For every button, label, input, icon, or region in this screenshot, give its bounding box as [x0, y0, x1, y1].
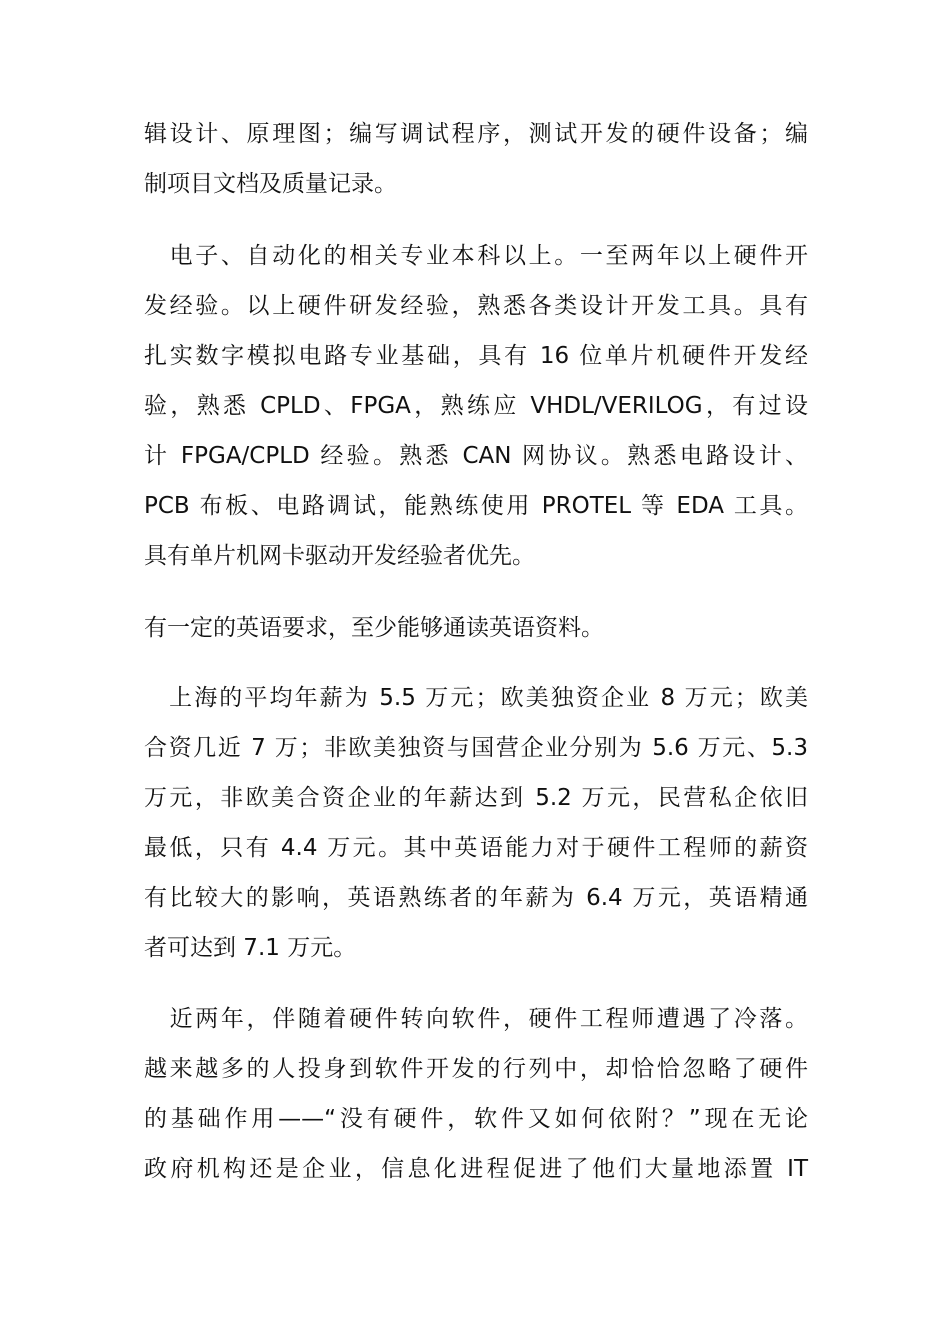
- text-line: 越来越多的人投身到软件开发的行列中，却恰恰忽略了硬件: [144, 1056, 808, 1082]
- text-line: 上海的平均年薪为 5.5 万元；欧美独资企业 8 万元；欧美: [144, 685, 808, 711]
- paragraph-job-duties-end: [144, 109, 808, 209]
- text-line: 有一定的英语要求，至少能够通读英语资料。: [144, 615, 604, 641]
- paragraph-english-requirement: [144, 603, 808, 653]
- paragraph-industry-trend: [144, 994, 808, 1194]
- text-line: 近两年，伴随着硬件转向软件，硬件工程师遭遇了冷落。: [144, 1006, 808, 1032]
- paragraph-requirements: [144, 231, 808, 581]
- text-line: PCB 布板、电路调试，能熟练使用 PROTEL 等 EDA 工具。: [144, 493, 808, 519]
- text-line: 者可达到 7.1 万元。: [144, 935, 357, 961]
- text-line: 计 FPGA/CPLD 经验。熟悉 CAN 网协议。熟悉电路设计、: [144, 443, 808, 469]
- text-line: 万元，非欧美合资企业的年薪达到 5.2 万元，民营私企依旧: [144, 785, 808, 811]
- text-line: 最低，只有 4.4 万元。其中英语能力对于硬件工程师的薪资: [144, 835, 808, 861]
- text-line: 扎实数字模拟电路专业基础，具有 16 位单片机硬件开发经: [144, 343, 808, 369]
- text-line: 合资几近 7 万；非欧美独资与国营企业分别为 5.6 万元、5.3: [144, 735, 808, 761]
- text-line: 辑设计、原理图；编写调试程序，测试开发的硬件设备；编: [144, 121, 808, 147]
- text-line: 具有单片机网卡驱动开发经验者优先。: [144, 543, 535, 569]
- text-line: 电子、自动化的相关专业本科以上。一至两年以上硬件开: [144, 243, 808, 269]
- text-line: 验，熟悉 CPLD、FPGA，熟练应 VHDL/VERILOG，有过设: [144, 393, 808, 419]
- text-line: 有比较大的影响，英语熟练者的年薪为 6.4 万元，英语精通: [144, 885, 808, 911]
- text-line: 政府机构还是企业，信息化进程促进了他们大量地添置 IT: [144, 1156, 808, 1182]
- paragraph-salary: [144, 673, 808, 973]
- text-line: 发经验。以上硬件研发经验，熟悉各类设计开发工具。具有: [144, 293, 808, 319]
- text-line: 制项目文档及质量记录。: [144, 171, 397, 197]
- text-line: 的基础作用——“没有硬件，软件又如何依附？”现在无论: [144, 1106, 808, 1132]
